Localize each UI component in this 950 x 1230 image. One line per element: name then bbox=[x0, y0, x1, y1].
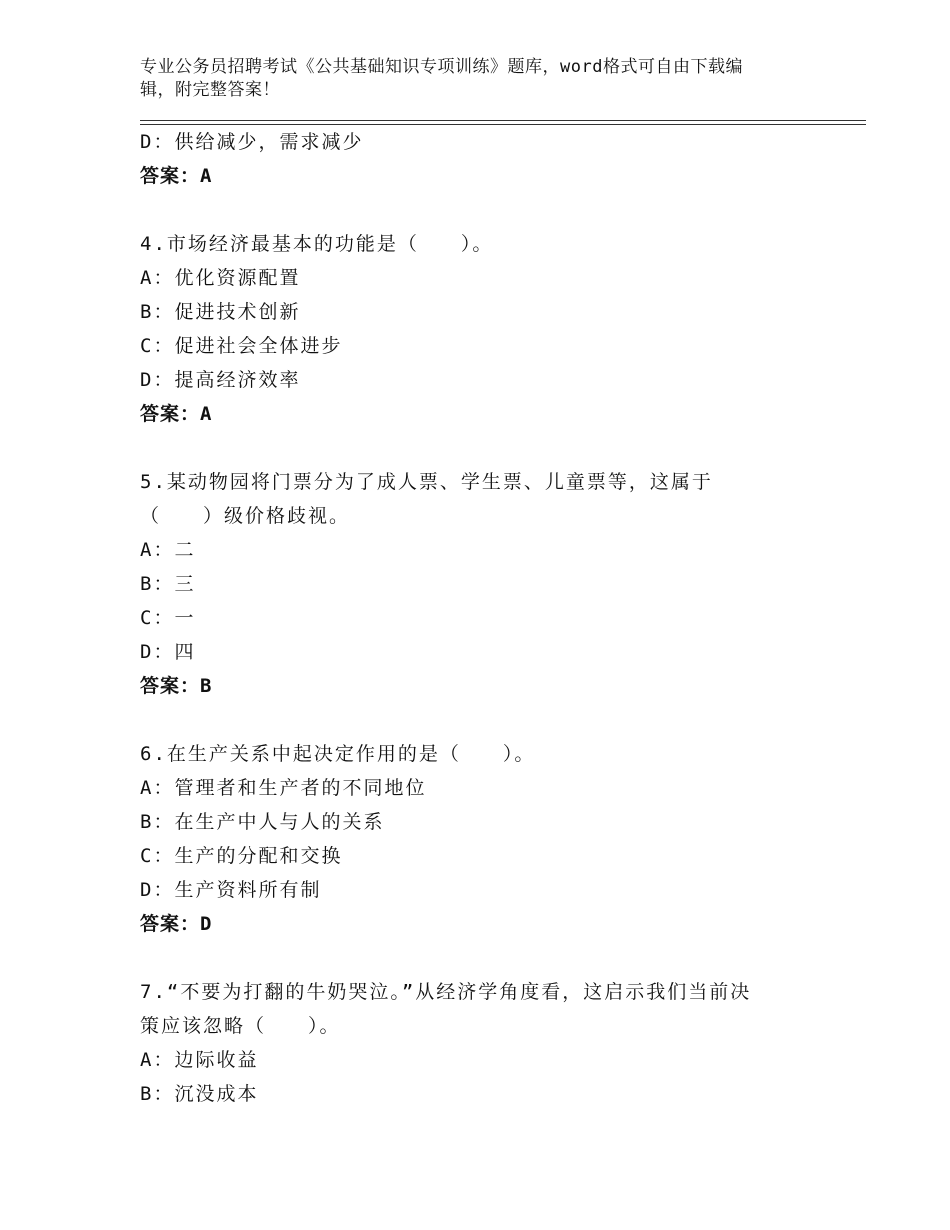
question-text: 6.在生产关系中起决定作用的是（ ）。 bbox=[140, 743, 536, 765]
option-b: B：促进技术创新 bbox=[140, 301, 301, 323]
option-b: B：在生产中人与人的关系 bbox=[140, 811, 385, 833]
question-text-line-2: 策应该忽略（ ）。 bbox=[140, 1015, 341, 1037]
option-d: D：供给减少，需求减少 bbox=[140, 131, 364, 153]
question-3 bbox=[140, 125, 866, 193]
question-6 bbox=[140, 737, 866, 941]
header-rule-top bbox=[140, 120, 866, 121]
question-5 bbox=[140, 465, 866, 703]
answer: 答案：D bbox=[140, 913, 213, 935]
document-body bbox=[140, 125, 866, 1111]
question-4 bbox=[140, 227, 866, 431]
option-a: A：管理者和生产者的不同地位 bbox=[140, 777, 427, 799]
option-b: B：三 bbox=[140, 573, 196, 595]
spacer bbox=[140, 193, 866, 227]
option-c: C：生产的分配和交换 bbox=[140, 845, 343, 867]
option-d: D：生产资料所有制 bbox=[140, 879, 322, 901]
question-text-line-2: （ ）级价格歧视。 bbox=[140, 505, 351, 527]
header-line-2: 辑，附完整答案！ bbox=[140, 80, 280, 100]
option-d: D：四 bbox=[140, 641, 196, 663]
option-a: A：优化资源配置 bbox=[140, 267, 301, 289]
option-c: C：促进社会全体进步 bbox=[140, 335, 343, 357]
answer: 答案：A bbox=[140, 403, 213, 425]
question-text: 4.市场经济最基本的功能是（ ）。 bbox=[140, 233, 494, 255]
option-b: B：沉没成本 bbox=[140, 1083, 259, 1105]
question-text-line-1: 5.某动物园将门票分为了成人票、学生票、儿童票等，这属于 bbox=[140, 471, 713, 493]
spacer bbox=[140, 703, 866, 737]
answer: 答案：B bbox=[140, 675, 213, 697]
option-a: A：二 bbox=[140, 539, 196, 561]
spacer bbox=[140, 431, 866, 465]
question-text-line-1: 7.“不要为打翻的牛奶哭泣。”从经济学角度看，这启示我们当前决 bbox=[140, 981, 752, 1003]
answer: 答案：A bbox=[140, 165, 213, 187]
option-c: C：一 bbox=[140, 607, 196, 629]
spacer bbox=[140, 941, 866, 975]
option-d: D：提高经济效率 bbox=[140, 369, 301, 391]
header-line-1: 专业公务员招聘考试《公共基础知识专项训练》题库，word格式可自由下载编 bbox=[140, 57, 743, 77]
page-header bbox=[140, 56, 800, 102]
question-7 bbox=[140, 975, 866, 1111]
option-a: A：边际收益 bbox=[140, 1049, 259, 1071]
